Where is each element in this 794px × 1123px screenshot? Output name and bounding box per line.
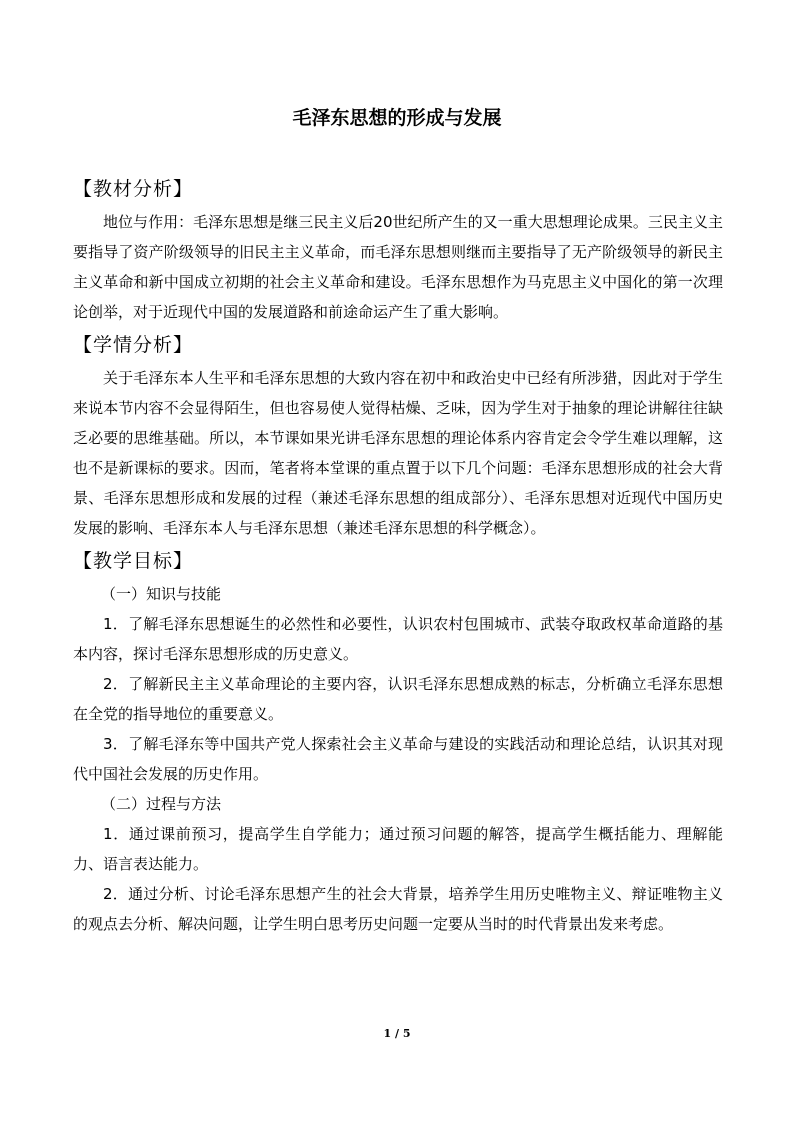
document-title: 毛泽东思想的形成与发展 <box>292 107 502 129</box>
section-heading-teaching-goals: 【教学目标】 <box>73 550 194 572</box>
goal-item: 2．通过分析、讨论毛泽东思想产生的社会大背景，培养学生用历史唯物主义、辩证唯物主义的观点去分析、解决问题，让学生明白思考历史问题一定要从当时的时代背景出发来考虑。 <box>73 885 723 933</box>
student-analysis-paragraph: 关于毛泽东本人生平和毛泽东思想的大致内容在初中和政治史中已经有所涉猎，因此对于学生来说本节内容不会显得陌生，但也容易使人觉得枯燥、乏味，因为学生对于抽象的理论讲解往往缺乏必要的思维基础。所以，本节课如果光讲毛泽东思想的理论体系内容肯定会令学生难以理解，这也不是新课标的要求。因而，笔者将本堂课的重点置于以下几个问题：毛泽东思想形成的社会大背景、毛泽东思想形成和发展的过程（兼述毛泽东思想的组成部分）、毛泽东思想对近现代中国历史发展的影响、毛泽东本人与毛泽东思想（兼述毛泽东思想的科学概念）。 <box>73 369 723 537</box>
page-number: 1 / 5 <box>383 1027 411 1040</box>
subsection-label-process-methods: （二）过程与方法 <box>101 795 222 813</box>
section-heading-textbook-analysis: 【教材分析】 <box>73 178 194 200</box>
goal-item: 1．通过课前预习，提高学生自学能力；通过预习问题的解答，提高学生概括能力、理解能力、语言表达能力。 <box>73 825 723 873</box>
goal-item: 2．了解新民主主义革命理论的主要内容，认识毛泽东思想成熟的标志，分析确立毛泽东思想在全党的指导地位的重要意义。 <box>73 675 723 723</box>
document-body <box>73 171 723 939</box>
section-heading-student-analysis: 【学情分析】 <box>73 334 194 356</box>
goal-item: 1．了解毛泽东思想诞生的必然性和必要性，认识农村包围城市、武装夺取政权革命道路的基本内容，探讨毛泽东思想形成的历史意义。 <box>73 615 723 663</box>
textbook-analysis-paragraph: 地位与作用：毛泽东思想是继三民主义后20世纪所产生的又一重大思想理论成果。三民主义主要指导了资产阶级领导的旧民主主义革命，而毛泽东思想则继而主要指导了无产阶级领导的新民主主义革命和新中国成立初期的社会主义革命和建设。毛泽东思想作为马克思主义中国化的第一次理论创举，对于近现代中国的发展道路和前途命运产生了重大影响。 <box>73 213 723 321</box>
subsection-label-knowledge-skills: （一）知识与技能 <box>101 585 222 603</box>
goal-item: 3．了解毛泽东等中国共产党人探索社会主义革命与建设的实践活动和理论总结，认识其对现代中国社会发展的历史作用。 <box>73 735 723 783</box>
